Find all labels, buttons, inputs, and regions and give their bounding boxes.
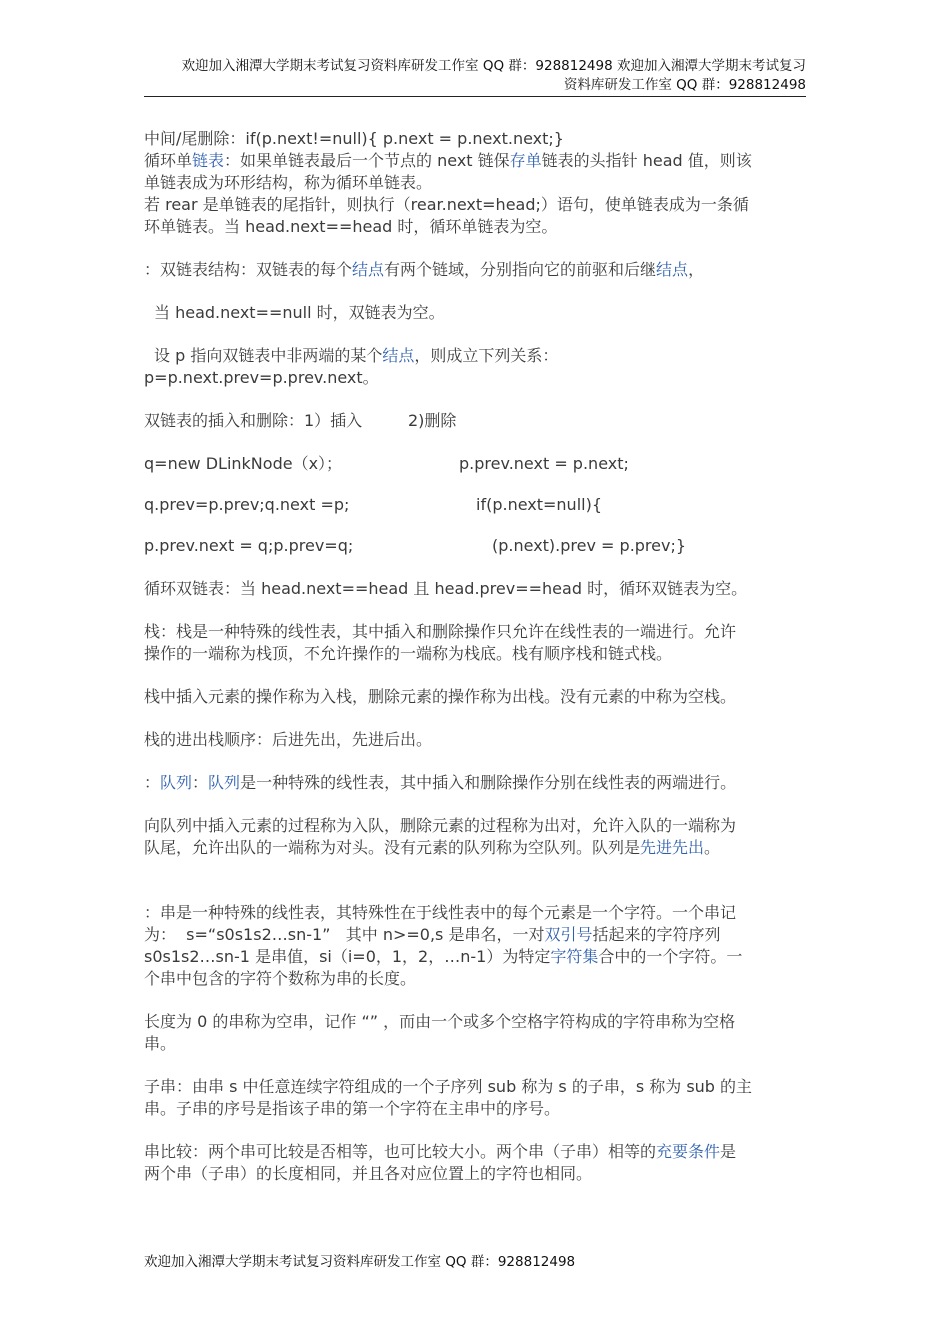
code-left: q=new DLinkNode（x）； (144, 454, 343, 473)
link-necessary-sufficient[interactable]: 充要条件 (656, 1142, 721, 1161)
paragraph: 栈：栈是一种特殊的线性表，其中插入和删除操作只允许在线性表的一端进行。允许 (144, 622, 737, 641)
text: 队尾，允许出队的一端称为对头。没有元素的队列称为空队列。队列是 (144, 838, 641, 857)
paragraph: 当 head.next==null 时，双链表为空。 (154, 303, 445, 322)
text: ：如果单链表最后一个节点的 next 链保 (224, 151, 510, 170)
paragraph: 串。 (144, 1034, 177, 1053)
text: ，则成立下列关系： (414, 346, 559, 365)
text: 串比较：两个串可比较是否相等，也可比较大小。两个串（子串）相等的 (144, 1142, 657, 1161)
header-divider (144, 96, 806, 97)
paragraph: 两个串（子串）的长度相同，并且各对应位置上的字符也相同。 (144, 1164, 593, 1183)
paragraph (144, 772, 808, 794)
link-queue[interactable]: 队列 (208, 773, 241, 792)
paragraph: 子串：由串 s 中任意连续字符组成的一个子序列 sub 称为 s 的子串，s 称为 sub 的主 (144, 1077, 753, 1096)
code-left: q.prev=p.prev;q.next =p; (144, 495, 350, 514)
paragraph (144, 259, 808, 281)
text: 合中的一个字符。一 (598, 947, 743, 966)
text: ： (144, 773, 161, 792)
text: 为： s=“s0s1s2…sn-1” 其中 n>=0,s 是串名，一对 (144, 925, 545, 944)
link-fifo[interactable]: 先进先出 (640, 838, 705, 857)
document-body (144, 128, 808, 1185)
paragraph: 操作的一端称为栈顶，不允许操作的一端称为栈底。栈有顺序栈和链式栈。 (144, 644, 673, 663)
text: 。 (704, 838, 721, 857)
paragraph: 栈中插入元素的操作称为入栈，删除元素的操作称为出栈。没有元素的中称为空栈。 (144, 687, 737, 706)
paragraph: 栈的进出栈顺序：后进先出，先进后出。 (144, 730, 433, 749)
text: 有两个链域，分别指向它的前驱和后继 (384, 260, 657, 279)
page-footer: 欢迎加入湘潭大学期末考试复习资料库研发工作室 QQ 群：928812498 (144, 1254, 576, 1270)
paragraph (144, 345, 808, 367)
paragraph: p=p.next.prev=p.prev.next。 (144, 368, 379, 387)
paragraph: 向队列中插入元素的过程称为入队，删除元素的过程称为出对，允许入队的一端称为 (144, 816, 737, 835)
link-charset[interactable]: 字符集 (550, 947, 599, 966)
header-line-1: 欢迎加入湘潭大学期末考试复习资料库研发工作室 QQ 群：928812498 欢迎加入湘潭大学期末考试复习 (181, 58, 806, 74)
text: 是一种特殊的线性表，其中插入和删除操作分别在线性表的两端进行。 (240, 773, 737, 792)
code-row (144, 453, 808, 475)
code-right: p.prev.next = p.next; (459, 454, 629, 473)
paragraph (144, 1141, 808, 1163)
text: 括起来的字符序列 (592, 925, 721, 944)
text: 设 p 指向双链表中非两端的某个 (154, 346, 383, 365)
paragraph: 若 rear 是单链表的尾指针，则执行（rear.next=head;）语句，使单链表成为一条循 (144, 195, 749, 214)
paragraph: 个串中包含的字符个数称为串的长度。 (144, 969, 417, 988)
link-store[interactable]: 存单 (509, 151, 542, 170)
paragraph: 双链表的插入和删除：1）插入 2)删除 (144, 411, 457, 430)
text: ， (688, 260, 705, 279)
paragraph (144, 837, 808, 859)
paragraph: 长度为 0 的串称为空串，记作 “” ，而由一个或多个空格字符构成的字符串称为空格 (144, 1012, 736, 1031)
code-right: (p.next).prev = p.prev;} (492, 536, 687, 555)
paragraph: 串。子串的序号是指该子串的第一个字符在主串中的序号。 (144, 1099, 561, 1118)
link-linked-list[interactable]: 链表 (192, 151, 225, 170)
paragraph: 环单链表。当 head.next==head 时，循环单链表为空。 (144, 217, 558, 236)
text: 循环单 (144, 151, 193, 170)
paragraph: 单链表成为环形结构，称为循环单链表。 (144, 173, 433, 192)
paragraph (144, 924, 808, 946)
paragraph (144, 946, 808, 968)
page-header (144, 57, 806, 95)
link-node[interactable]: 结点 (352, 260, 385, 279)
text: 是 (720, 1142, 737, 1161)
text: s0s1s2…sn-1 是串值，si（i=0，1，2，…n-1）为特定 (144, 947, 551, 966)
text: ：双链表结构：双链表的每个 (144, 260, 353, 279)
text: 链表的头指针 head 值，则该 (541, 151, 752, 170)
header-line-2: 资料库研发工作室 QQ 群：928812498 (563, 77, 806, 93)
link-double-quotes[interactable]: 双引号 (544, 925, 593, 944)
link-node[interactable]: 结点 (382, 346, 415, 365)
paragraph (144, 150, 808, 172)
code-left: p.prev.next = q;p.prev=q; (144, 536, 354, 555)
code-row (144, 535, 808, 557)
text: ： (192, 773, 209, 792)
code-row (144, 494, 808, 516)
code-right: if(p.next=null){ (476, 495, 603, 514)
link-node[interactable]: 结点 (656, 260, 689, 279)
paragraph: 中间/尾删除：if(p.next!=null){ p.next = p.next.next;} (144, 129, 564, 148)
paragraph: 循环双链表：当 head.next==head 且 head.prev==head 时，循环双链表为空。 (144, 579, 748, 598)
link-queue[interactable]: 队列 (160, 773, 193, 792)
paragraph: ：串是一种特殊的线性表，其特殊性在于线性表中的每个元素是一个字符。一个串记 (144, 903, 737, 922)
